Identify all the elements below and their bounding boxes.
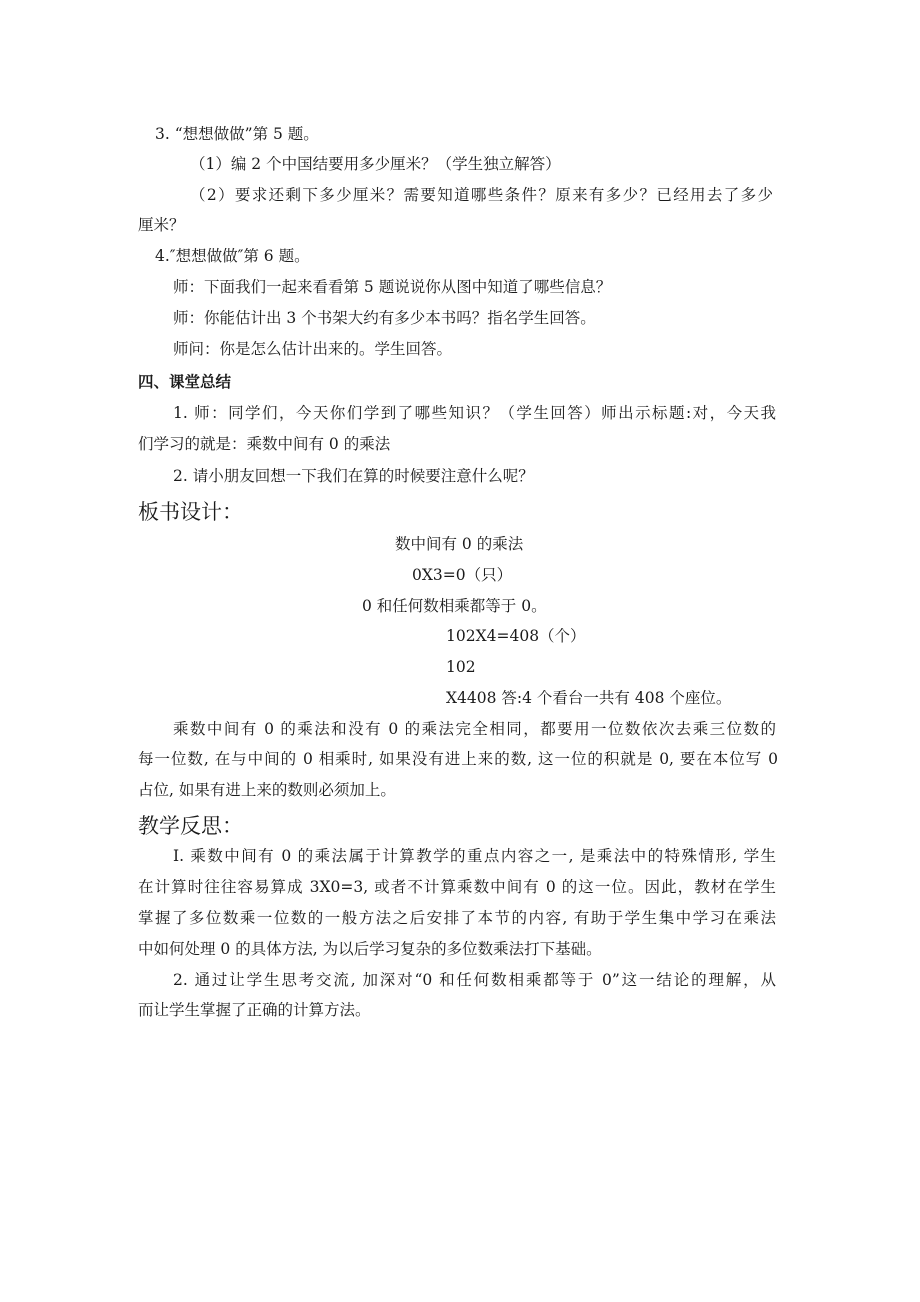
explanation-line-2: 每一位数, 在与中间的 0 相乘时, 如果没有进上来的数, 这一位的积就是 0, 要在本位写 0 [138,750,778,768]
teacher-line-1: 师：下面我们一起来看看第 5 题说说你从图中知道了哪些信息？ [173,278,612,296]
reflection-1-line-4: 中如何处理 0 的具体方法, 为以后学习复杂的多位数乘法打下基础。 [138,940,602,958]
board-equation-2: 102X4=408（个） [446,627,586,645]
reflection-2-line-2: 而让学生掌握了正确的计算方法。 [138,1001,371,1019]
item-4-heading: 4.″想想做做″第 6 题。 [155,247,310,265]
board-equation-1: 0X3=0（只） [412,566,513,584]
reflection-1-line-2: 在计算时往往容易算成 3X0=3, 或者不计算乘数中间有 0 的这一位。因此，教材在学生 [138,878,776,896]
item-3-heading: 3. “想想做做”第 5 题。 [155,125,319,143]
reflection-heading: 教学反思： [138,814,243,838]
reflection-2-line-1: 2. 通过让学生思考交流, 加深对“0 和任何数相乘都等于 0”这一结论的理解，从 [173,971,776,989]
item-3-question-2-line-1: （2）要求还剩下多少厘米？需要知道哪些条件？原来有多少？已经用去了多少 [190,186,773,204]
board-title: 数中间有 0 的乘法 [395,535,524,553]
explanation-line-3: 占位, 如果有进上来的数则必须加上。 [138,781,396,799]
explanation-line-1: 乘数中间有 0 的乘法和没有 0 的乘法完全相同，都要用一位数依次去乘三位数的 [173,720,776,738]
reflection-1-line-1: I. 乘数中间有 0 的乘法属于计算教学的重点内容之一, 是乘法中的特殊情形, 学生 [173,847,776,865]
board-rule: 0 和任何数相乘都等于 0。 [362,597,547,615]
summary-1-line-2: 们学习的就是：乘数中间有 0 的乘法 [138,435,391,453]
section-4-heading: 四、课堂总结 [138,373,232,391]
board-design-heading: 板书设计： [138,500,243,524]
board-number: 102 [446,658,476,676]
teacher-line-2: 师：你能估计出 3 个书架大约有多少本书吗？指名学生回答。 [173,309,596,327]
summary-1-line-1: 1. 师：同学们，今天你们学到了哪些知识？（学生回答）师出示标题:对，今天我 [173,404,776,422]
board-answer: X4408 答:4 个看台一共有 408 个座位。 [446,689,732,707]
item-3-question-2-line-2: 厘米？ [138,216,185,234]
reflection-1-line-3: 掌握了多位数乘一位数的一般方法之后安排了本节的内容, 有助于学生集中学习在乘法 [138,909,776,927]
teacher-line-3: 师问：你是怎么估计出来的。学生回答。 [173,340,453,358]
item-3-question-1: （1）编 2 个中国结要用多少厘米？（学生独立解答） [190,155,561,173]
summary-2: 2. 请小朋友回想一下我们在算的时候要注意什么呢？ [173,467,534,485]
